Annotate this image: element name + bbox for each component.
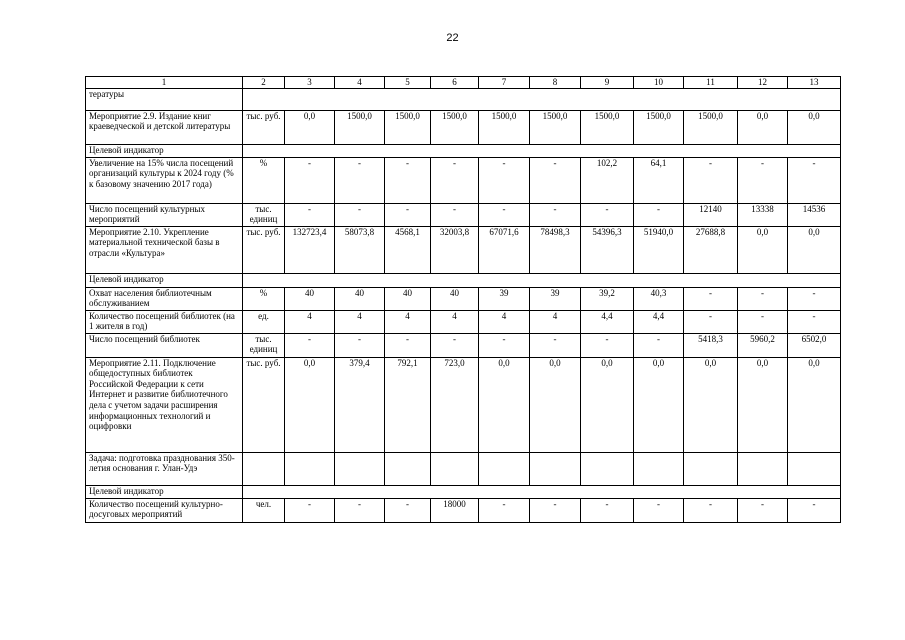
value-cell: - — [581, 333, 634, 357]
value-cell: 4 — [530, 310, 581, 333]
value-cell: - — [385, 157, 431, 203]
value-cell: 27688,8 — [684, 226, 738, 273]
value-cell: 40 — [335, 287, 385, 310]
value-cell: - — [738, 498, 788, 522]
value-cell: - — [431, 333, 479, 357]
value-cell: 0,0 — [285, 357, 335, 452]
value-cell: 1500,0 — [431, 110, 479, 144]
column-header: 11 — [684, 77, 738, 89]
column-header: 7 — [479, 77, 530, 89]
value-cell — [530, 452, 581, 485]
value-cell: 6502,0 — [788, 333, 841, 357]
value-cell: 0,0 — [738, 226, 788, 273]
row-name: Мероприятие 2.10. Укрепление материальной технической базы в отрасли «Культура» — [86, 226, 243, 273]
column-header: 13 — [788, 77, 841, 89]
value-cell: - — [530, 333, 581, 357]
value-cell: 4568,1 — [385, 226, 431, 273]
value-cell: 14536 — [788, 203, 841, 226]
value-cell: 0,0 — [738, 110, 788, 144]
program-table — [85, 76, 841, 523]
row-unit: чел. — [243, 498, 285, 522]
row-name: Количество посещений библиотек (на 1 жителя в год) — [86, 310, 243, 333]
column-header: 5 — [385, 77, 431, 89]
header-row — [86, 77, 841, 89]
table-row — [86, 310, 841, 333]
value-cell: 0,0 — [479, 357, 530, 452]
column-header: 3 — [285, 77, 335, 89]
section-label: Целевой индикатор — [86, 485, 243, 498]
value-cell: - — [479, 157, 530, 203]
value-cell: 0,0 — [738, 357, 788, 452]
row-name: Охват населения библиотечным обслуживанием — [86, 287, 243, 310]
table-row — [86, 287, 841, 310]
value-cell: 58073,8 — [335, 226, 385, 273]
value-cell: - — [684, 287, 738, 310]
value-cell: 13338 — [738, 203, 788, 226]
value-cell: - — [285, 498, 335, 522]
row-unit: тыс. руб. — [243, 110, 285, 144]
value-cell: 40,3 — [634, 287, 684, 310]
value-cell: 39 — [479, 287, 530, 310]
value-cell: - — [335, 157, 385, 203]
row-unit: тыс. руб. — [243, 357, 285, 452]
column-header: 2 — [243, 77, 285, 89]
value-cell: 0,0 — [788, 357, 841, 452]
table-row — [86, 333, 841, 357]
value-cell: 40 — [385, 287, 431, 310]
value-cell — [285, 452, 335, 485]
value-cell: - — [335, 498, 385, 522]
table-row — [86, 357, 841, 452]
section-row — [86, 273, 841, 287]
value-cell: 67071,6 — [479, 226, 530, 273]
row-unit — [243, 452, 285, 485]
value-cell: 64,1 — [634, 157, 684, 203]
value-cell: 4 — [385, 310, 431, 333]
value-cell: 12140 — [684, 203, 738, 226]
value-cell: - — [788, 498, 841, 522]
value-cell: 792,1 — [385, 357, 431, 452]
value-cell: 4,4 — [581, 310, 634, 333]
value-cell: 1500,0 — [335, 110, 385, 144]
column-header: 8 — [530, 77, 581, 89]
column-header: 9 — [581, 77, 634, 89]
value-cell: - — [479, 333, 530, 357]
row-unit: тыс. руб. — [243, 226, 285, 273]
value-cell: 0,0 — [530, 357, 581, 452]
value-cell: - — [335, 333, 385, 357]
value-cell: - — [684, 498, 738, 522]
row-name: Задача: подготовка празднования 350-летия основания г. Улан-Удэ — [86, 452, 243, 485]
section-label: тературы — [86, 88, 243, 110]
value-cell: - — [431, 203, 479, 226]
value-cell: 5418,3 — [684, 333, 738, 357]
value-cell: - — [285, 203, 335, 226]
row-name: Число посещений библиотек — [86, 333, 243, 357]
value-cell: 4 — [479, 310, 530, 333]
value-cell — [634, 452, 684, 485]
value-cell: 723,0 — [431, 357, 479, 452]
value-cell — [385, 452, 431, 485]
value-cell: 5960,2 — [738, 333, 788, 357]
value-cell: - — [738, 310, 788, 333]
value-cell: 1500,0 — [634, 110, 684, 144]
value-cell: - — [285, 157, 335, 203]
empty-cell — [243, 144, 841, 157]
value-cell: - — [530, 498, 581, 522]
value-cell: 0,0 — [788, 226, 841, 273]
section-row — [86, 144, 841, 157]
value-cell: - — [684, 310, 738, 333]
value-cell: 32003,8 — [431, 226, 479, 273]
column-header: 1 — [86, 77, 243, 89]
value-cell: 1500,0 — [530, 110, 581, 144]
section-row — [86, 485, 841, 498]
value-cell: - — [431, 157, 479, 203]
value-cell — [684, 452, 738, 485]
value-cell: - — [788, 157, 841, 203]
empty-cell — [243, 485, 841, 498]
section-label: Целевой индикатор — [86, 273, 243, 287]
table-row — [86, 498, 841, 522]
value-cell — [738, 452, 788, 485]
value-cell: - — [684, 157, 738, 203]
value-cell: - — [581, 203, 634, 226]
value-cell: 78498,3 — [530, 226, 581, 273]
row-unit: ед. — [243, 310, 285, 333]
empty-cell — [243, 273, 841, 287]
value-cell: 39,2 — [581, 287, 634, 310]
value-cell: 39 — [530, 287, 581, 310]
section-label: Целевой индикатор — [86, 144, 243, 157]
value-cell: 1500,0 — [385, 110, 431, 144]
value-cell: 132723,4 — [285, 226, 335, 273]
value-cell — [581, 452, 634, 485]
value-cell: - — [530, 203, 581, 226]
value-cell: 54396,3 — [581, 226, 634, 273]
value-cell: - — [581, 498, 634, 522]
row-name: Число посещений культурных мероприятий — [86, 203, 243, 226]
value-cell: - — [385, 333, 431, 357]
value-cell: 4 — [431, 310, 479, 333]
value-cell: 0,0 — [634, 357, 684, 452]
value-cell — [788, 452, 841, 485]
row-name: Мероприятие 2.11. Подключение общедоступных библиотек Российской Федерации к сети Интернет и развитие библиотечного дела с учетом задачи расширения информационных технологий и оцифровки — [86, 357, 243, 452]
column-header: 4 — [335, 77, 385, 89]
value-cell: 102,2 — [581, 157, 634, 203]
row-unit: % — [243, 157, 285, 203]
value-cell: 0,0 — [285, 110, 335, 144]
page-number: 22 — [446, 32, 459, 44]
value-cell: 0,0 — [788, 110, 841, 144]
value-cell: 40 — [285, 287, 335, 310]
table-row — [86, 452, 841, 485]
section-row — [86, 88, 841, 110]
row-unit: тыс. единиц — [243, 333, 285, 357]
value-cell: - — [385, 203, 431, 226]
column-header: 12 — [738, 77, 788, 89]
value-cell: - — [634, 333, 684, 357]
column-header: 10 — [634, 77, 684, 89]
value-cell: - — [285, 333, 335, 357]
value-cell: - — [634, 498, 684, 522]
column-header: 6 — [431, 77, 479, 89]
empty-cell — [243, 88, 841, 110]
row-name: Мероприятие 2.9. Издание книг краеведческой и детской литературы — [86, 110, 243, 144]
value-cell: - — [788, 310, 841, 333]
row-name: Количество посещений культурно-досуговых мероприятий — [86, 498, 243, 522]
value-cell: 1500,0 — [684, 110, 738, 144]
value-cell: - — [738, 157, 788, 203]
value-cell: 1500,0 — [581, 110, 634, 144]
value-cell — [431, 452, 479, 485]
table-row — [86, 157, 841, 203]
table-row — [86, 203, 841, 226]
value-cell: 51940,0 — [634, 226, 684, 273]
value-cell: 4 — [285, 310, 335, 333]
value-cell: 40 — [431, 287, 479, 310]
value-cell: - — [479, 498, 530, 522]
value-cell: - — [634, 203, 684, 226]
value-cell: - — [738, 287, 788, 310]
value-cell: 4 — [335, 310, 385, 333]
row-name: Увеличение на 15% числа посещений организаций культуры к 2024 году (% к базовому значению 2017 года) — [86, 157, 243, 203]
value-cell — [479, 452, 530, 485]
table-row — [86, 110, 841, 144]
value-cell: 379,4 — [335, 357, 385, 452]
value-cell: - — [385, 498, 431, 522]
value-cell: - — [479, 203, 530, 226]
value-cell: 18000 — [431, 498, 479, 522]
value-cell: - — [788, 287, 841, 310]
table-row — [86, 226, 841, 273]
value-cell — [335, 452, 385, 485]
value-cell: - — [335, 203, 385, 226]
value-cell: 0,0 — [684, 357, 738, 452]
value-cell: 0,0 — [581, 357, 634, 452]
value-cell: 1500,0 — [479, 110, 530, 144]
value-cell: 4,4 — [634, 310, 684, 333]
row-unit: % — [243, 287, 285, 310]
row-unit: тыс. единиц — [243, 203, 285, 226]
value-cell: - — [530, 157, 581, 203]
